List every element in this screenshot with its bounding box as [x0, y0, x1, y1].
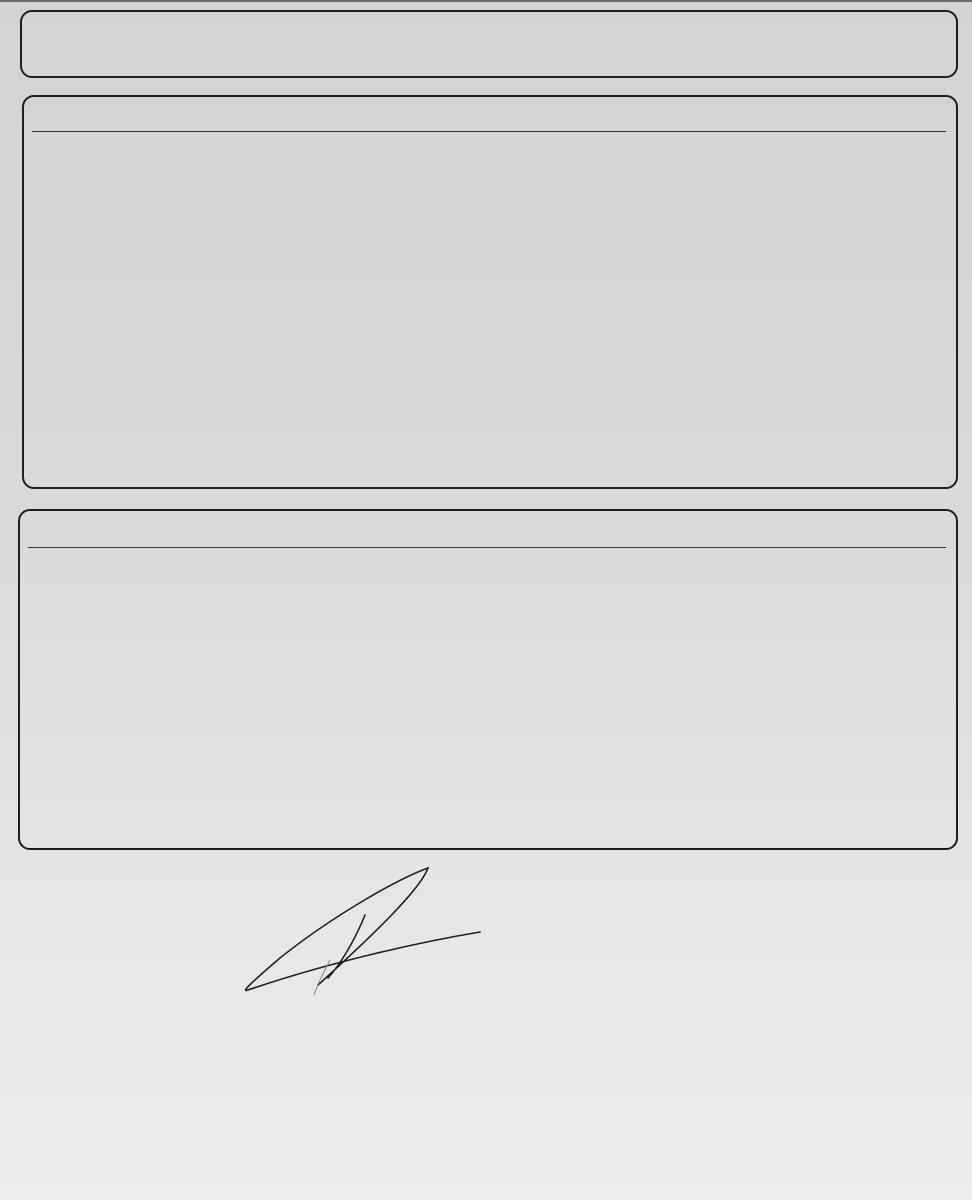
urine-title-rule	[32, 131, 946, 132]
patient-header-box	[20, 10, 958, 78]
microbiology-section	[18, 509, 958, 850]
urine-analysis-section	[22, 95, 958, 489]
signature-faint-stroke	[314, 960, 330, 995]
page-top-edge	[0, 0, 972, 2]
microbiology-title-rule	[28, 547, 946, 548]
signature-stroke	[246, 868, 480, 990]
